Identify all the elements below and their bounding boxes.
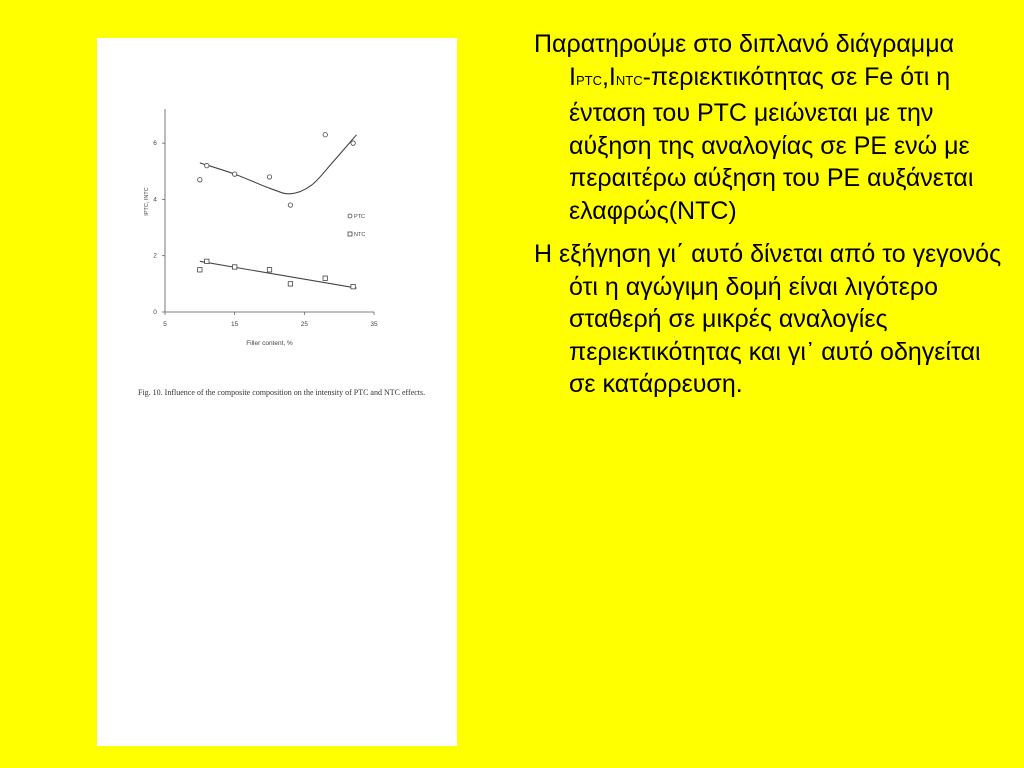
legend-label-ntc: NTC [354,232,366,238]
para1-sub-ntc: NTC [615,72,643,88]
ptc-point [267,175,271,179]
paragraph-explanation: Η εξήγηση γι΄ αυτό δίνεται από το γεγονός ότι η αγώγιμη δομή είναι λιγότερο σταθερή σε μικρές αναλογίες περιεκτικότητας και γι᾿ αυτό οδηγείται σε κατάρρευση. [534,240,1002,398]
paragraph-observation [534,28,1004,227]
ptc-point [198,178,202,182]
y-tick-label: 0 [153,309,157,316]
ptc-point [205,163,209,167]
ntc-fit-line [200,261,357,288]
x-tick-label: 25 [300,321,308,328]
ptc-fit-line [200,135,357,194]
slide-text [534,28,1004,412]
ntc-point [351,284,355,288]
ptc-ntc-chart [97,38,457,398]
para1-text-a: Παρατηρούμε στο διπλανό διάγραμμα I [534,30,955,91]
legend-label-ptc: PTC [354,214,365,220]
ntc-point [198,268,202,272]
ptc-point [323,133,327,137]
y-tick-label: 2 [153,252,157,260]
x-tick-label: 15 [231,321,239,328]
legend-marker-ntc [348,232,352,236]
legend-marker-ptc [348,214,352,218]
x-tick-label: 5 [163,321,167,328]
figure-caption: Fig. 10. Influence of the composite composition on the intensity of PTC and NTC effects. [138,388,426,397]
para1-sub-ptc: PTC [575,72,602,88]
y-axis-label: IPTC, INTC [144,187,150,216]
ptc-point [288,203,292,207]
y-tick-label: 6 [153,140,157,148]
ptc-point [232,172,236,176]
ntc-point [323,276,327,280]
ntc-point [267,268,271,272]
y-tick-label: 4 [153,196,157,204]
ptc-point [351,141,355,145]
ntc-point [288,282,292,286]
x-axis-label: Filler content, % [246,340,293,347]
ntc-point [205,259,209,263]
para1-text-c: -περιεκτικότητας σε Fe ότι η ένταση του PTC μειώνεται με την αύξηση της αναλογίας σε PE ενώ με περαιτέρω αύξηση του PE αυξάνεται ελαφρώς(NTC) [569,62,974,225]
para1-text-b: ,I [601,62,616,91]
ntc-point [232,265,236,269]
x-tick-label: 35 [370,321,378,328]
figure-panel [97,38,457,746]
